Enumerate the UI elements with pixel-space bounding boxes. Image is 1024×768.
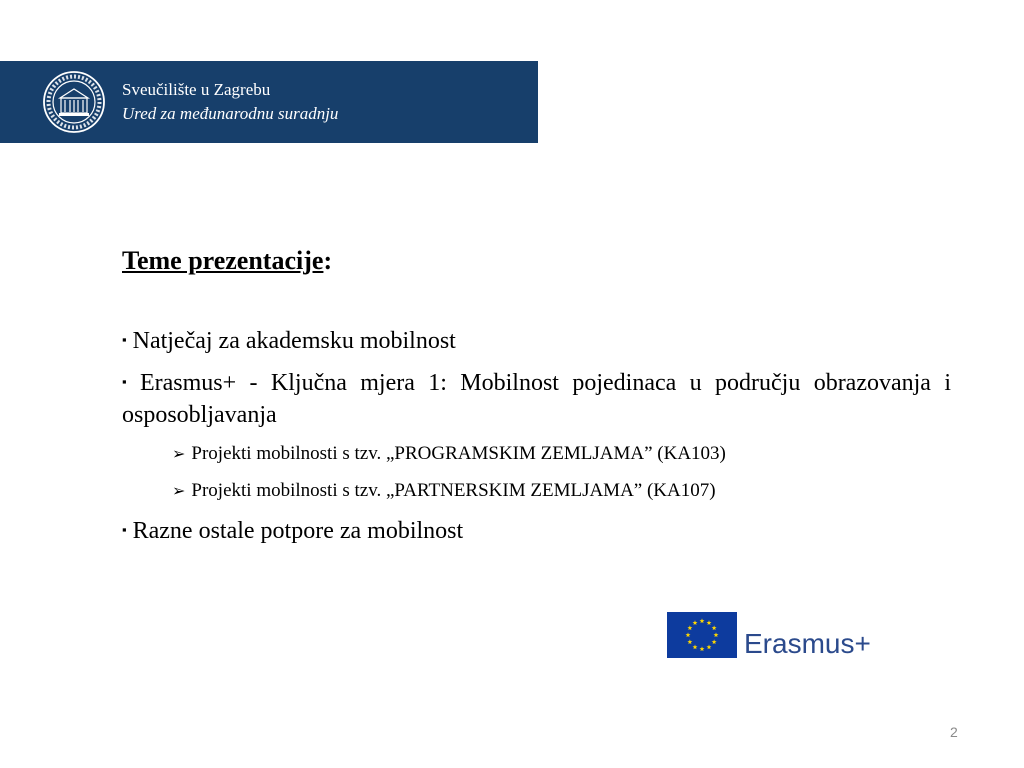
list-item (122, 366, 951, 431)
sub-list-item-text: Projekti mobilnosti s tzv. „PARTNERSKIM ZEMLJAMA” (KA107) (191, 480, 716, 501)
office-name: Ured za međunarodnu suradnju (122, 104, 339, 123)
page-number: 2 (950, 724, 958, 740)
list-item (122, 324, 456, 357)
erasmus-wordmark: Erasmus+ (744, 628, 871, 659)
sub-list-item (172, 442, 726, 467)
square-bullet-icon: ▪ (122, 374, 134, 389)
list-item (122, 514, 463, 547)
list-item-text: Natječaj za akademsku mobilnost (132, 328, 456, 354)
sub-list-item (172, 479, 716, 504)
list-item-text: Erasmus+ - Ključna mjera 1: Mobilnost pojedinaca u području obrazovanja i osposobljavanja (122, 370, 951, 428)
arrow-bullet-icon: ➢ (172, 446, 186, 463)
list-item-text: Razne ostale potpore za mobilnost (132, 518, 464, 544)
arrow-bullet-icon: ➢ (172, 483, 186, 500)
slide-title (122, 244, 332, 278)
sub-list-item-text: Projekti mobilnosti s tzv. „PROGRAMSKIM ZEMLJAMA” (KA103) (191, 443, 726, 464)
slide-title-colon: : (323, 246, 333, 275)
square-bullet-icon: ▪ (122, 332, 127, 347)
university-name: Sveučilište u Zagrebu (122, 80, 271, 99)
square-bullet-icon: ▪ (122, 522, 127, 537)
university-seal-icon (42, 70, 106, 134)
slide-title-text: Teme prezentacije (122, 246, 324, 275)
eu-flag-icon (667, 612, 737, 658)
